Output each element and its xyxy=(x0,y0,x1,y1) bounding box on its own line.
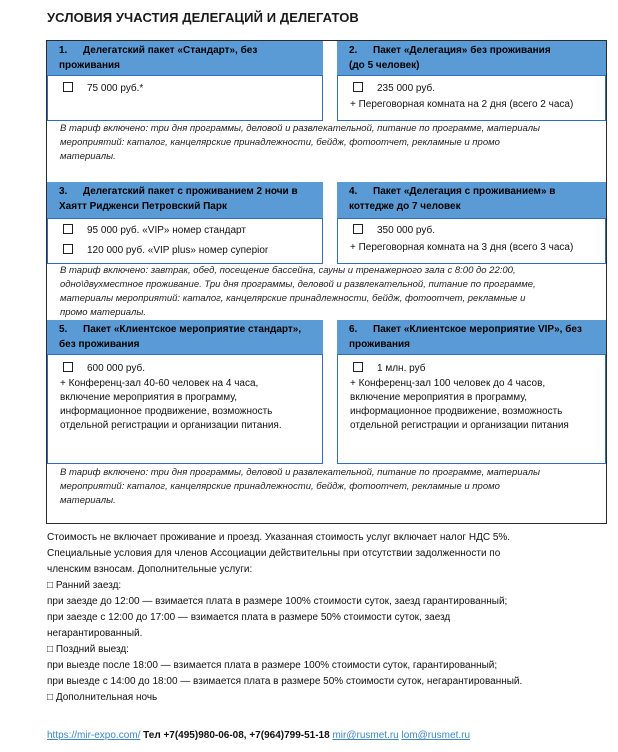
email-link-2[interactable]: lom@rusmet.ru xyxy=(401,730,471,741)
package-2-number: 2. xyxy=(349,45,358,56)
package-2-option[interactable]: 235 000 руб. xyxy=(353,82,435,96)
package-3-option-2[interactable]: 120 000 руб. «VIP plus» номер суперior xyxy=(63,244,268,258)
checkbox-icon[interactable] xyxy=(63,82,73,92)
phones: Тел +7(495)980-06-08, +7(964)799-51-18 xyxy=(143,730,330,741)
contacts-line xyxy=(47,730,470,741)
package-2-body xyxy=(337,75,606,121)
package-1-body xyxy=(47,75,323,121)
package-5-option[interactable]: 600 000 руб. xyxy=(63,362,145,376)
package-4-body xyxy=(337,218,606,264)
package-3-option-1[interactable]: 95 000 руб. «VIP» номер стандарт xyxy=(63,224,246,238)
checkbox-icon[interactable] xyxy=(353,82,363,92)
package-6-option[interactable]: 1 млн. руб xyxy=(353,362,425,376)
package-2-header xyxy=(337,41,606,75)
package-1-header xyxy=(47,41,323,75)
package-5-note: + Конференц-зал 40-60 человек на 4 часа, включение мероприятия в программу, информационное продвижение, возможность отдельной регистрации и организации питания. xyxy=(60,378,282,431)
package-5-name: Пакет «Клиентское мероприятие стандарт», без проживания xyxy=(59,324,302,350)
package-6-number: 6. xyxy=(349,324,358,335)
package-3-header xyxy=(47,182,323,218)
checkbox-icon[interactable] xyxy=(63,362,73,372)
package-5-number: 5. xyxy=(59,324,68,335)
package-5-body xyxy=(47,354,323,464)
package-4-note: + Переговорная комната на 3 дня (всего 3 часа) xyxy=(350,242,574,253)
footer-conditions: Стоимость не включает проживание и проезд. Указанная стоимость услуг включает налог НДС 5%. Специальные условия для членов Ассоциации действительны при отсутствии задолженности по членским взносам. Дополнительные услуги: □ Ранний заезд: при заезде до 12:00 — взимается плата в размере 100% стоимости суток, заезд гарантированный; при заезде с 12:00 до 17:00 — взимается плата в размере 50% стоимости суток, заезд негарантированный. □ Поздний выезд: при выезде после 18:00 — взимается плата в размере 100% стоимости суток, гарантированный; при выезде с 14:00 до 18:00 — взимается плата в размере 50% стоимости суток, негарантированный. □ Дополнительная ночь xyxy=(47,532,523,703)
package-6-body xyxy=(337,354,606,464)
package-4-header xyxy=(337,182,606,218)
package-3-number: 3. xyxy=(59,186,68,197)
email-link-1[interactable]: mir@rusmet.ru xyxy=(332,730,399,741)
included-text-3: В тариф включено: три дня программы, деловой и развлекательной, питание по программе, материалы мероприятий: каталог, канцелярские принадлежности, бейдж, фотоотчет, рекламные и промо материалы. xyxy=(60,466,604,512)
package-1-name: Делегатский пакет «Стандарт», без проживания xyxy=(59,45,258,71)
package-3-body xyxy=(47,218,323,264)
package-6-name: Пакет «Клиентское мероприятие VIP», без проживания xyxy=(349,324,582,350)
package-4-number: 4. xyxy=(349,186,358,197)
package-1-option[interactable]: 75 000 руб.* xyxy=(63,82,143,96)
package-2-name: Пакет «Делегация» без проживания (до 5 человек) xyxy=(349,45,551,71)
checkbox-icon[interactable] xyxy=(353,224,363,234)
package-2-note: + Переговорная комната на 2 дня (всего 2 часа) xyxy=(350,99,574,110)
site-link[interactable]: https://mir-expo.com/ xyxy=(47,730,141,741)
package-6-header xyxy=(337,320,606,354)
checkbox-icon[interactable] xyxy=(63,224,73,234)
package-5-header xyxy=(47,320,323,354)
included-text-1: В тариф включено: три дня программы, деловой и развлекательной, питание по программе, материалы мероприятий: каталог, канцелярские принадлежности, бейдж, фотоотчет, рекламные и промо материалы. xyxy=(60,122,604,166)
checkbox-icon[interactable] xyxy=(63,244,73,254)
package-1-number: 1. xyxy=(59,45,68,56)
package-4-option[interactable]: 350 000 руб. xyxy=(353,224,435,238)
checkbox-icon[interactable] xyxy=(353,362,363,372)
page-title: УСЛОВИЯ УЧАСТИЯ ДЕЛЕГАЦИЙ И ДЕЛЕГАТОВ xyxy=(47,10,359,25)
package-6-note: + Конференц-зал 100 человек до 4 часов, включение мероприятия в программу, информационное продвижение, возможность отдельной регистрации и организации питания xyxy=(350,378,569,431)
package-3-name: Делегатский пакет с проживанием 2 ночи в Хаятт Ридженси Петровский Парк xyxy=(59,186,298,212)
included-text-2: В тариф включено: завтрак, обед, посещение бассейна, сауны и тренажерного зала с 8:00 до 22:00, одно\двухместное проживание. Три дня программы, деловой и развлекательной, питание по программе, материалы мероприятий: каталог, канцелярские принадлежности, бейдж, фотоотчет, рекламные и промо материалы. xyxy=(60,264,604,320)
package-4-name: Пакет «Делегация с проживанием» в коттедже до 7 человек xyxy=(349,186,556,212)
